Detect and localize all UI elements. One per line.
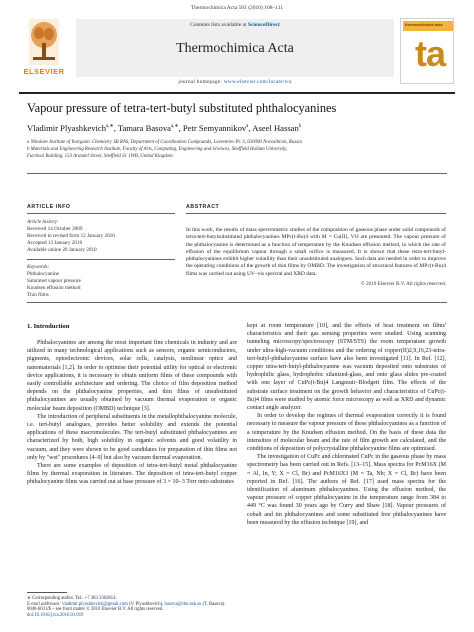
journal-cover-thumbnail: [400, 18, 454, 84]
history-item: Available online 20 January 2010: [27, 247, 97, 253]
body-column-left: [27, 339, 237, 487]
paragraph: Phthalocyanines are among the most important fine chemicals in industry and are utilized in many technological applications such as sensors, organic semiconductors, pigments, optoelectronic devices, solar cells, catalysis, nonlinear optics and nanomaterials [1,2]. In order to optimise their potential utility for optical or electronic device applications, it is necessary to obtain uniform films of these compounds with easily controllable architecture and ordering. The choice of film deposition method depends on the phthalocyanine properties, and thin films of unsubstituted phthalocyanines are usually obtained by vacuum thermal evaporation or organic molecular beam deposition (OMBD) technique [3].: [27, 340, 237, 412]
keyword: Knudsen effusion method: [27, 285, 81, 291]
paragraph: The investigation of CuPc and chlorinated CuPc in the gaseous phase by mass spectrometry has been carried out in Refs. [13–15]. Mass spectra for PcM16X (M = Al, In, Y; X = Cl, Br) and PcM16X3 (M = Ta, Nb; X = Cl, Br) have been reported in Ref. [16]. The authors of Ref. [17] used mass spectra for the identification of aluminum phthalocyanines. Using the effusion method, the vapour pressure of copper phthalocyanine in the temperature range from 384 to 449 °C was found 30 years ago by Curry and Shaw [18]. Vapour pressures of cobalt and tin phthalocyanines and some substituted free phthalocyanines have been measured by the effusion technique [19], and: [247, 454, 446, 526]
author-name: Vladimir Plyashkevich: [27, 123, 107, 133]
abstract-copyright: © 2010 Elsevier B.V. All rights reserved.: [360, 281, 446, 287]
author-marks: b: [298, 124, 302, 130]
contents-availability: [76, 22, 394, 28]
paper-title: Vapour pressure of tetra-tert-butyl substituted phthalocyanines: [27, 101, 337, 115]
header-rule: [19, 92, 455, 94]
keyword: Thin films: [27, 292, 49, 298]
article-info-heading: ARTICLE INFO: [27, 204, 71, 210]
email-label: E-mail addresses:: [27, 601, 61, 607]
journal-citation: Thermochimica Acta 501 (2010) 108–111: [190, 5, 284, 11]
keywords-label: Keywords:: [27, 264, 50, 270]
history-item: Received 14 October 2009: [27, 226, 83, 232]
contents-prefix: Contents lists available at: [190, 22, 247, 28]
paragraph: There are some examples of deposition of tetra-tert-butyl metal phthalocyanine films by thermal evaporation in literature. The deposition of tetra-tert-butyl copper phthalocyanine films was carried out at base pressure of 3 × 10−3 Torr onto substrates: [27, 463, 237, 486]
abstract-heading: ABSTRACT: [186, 204, 220, 210]
journal-header-box: [76, 19, 394, 77]
section-rule: [27, 173, 447, 174]
history-item: Received in revised form 12 January 2010: [27, 233, 115, 239]
issn-line: 0040-6031/$ – see front matter © 2010 Elsevier B.V. All rights reserved.: [27, 607, 164, 613]
homepage-prefix: journal homepage:: [178, 79, 223, 85]
paragraph: The introduction of peripheral substituents in the metallophthalocyanine molecule, i.e. tert-butyl analogues, provides better solubility and extends the potential applications of these macromolecules. The tert-butyl substituted phthalocyanines are characterized by both, high solubility in organic solvents and good volatility in vacuum, and they were shown to be good candidates for preparation of thin films not only by "wet" procedures [4–9] but also by vacuum thermal evaporation.: [27, 413, 237, 461]
elsevier-tree-icon: [29, 19, 59, 65]
doi-link[interactable]: doi:10.1016/j.tca.2010.01.019: [27, 612, 84, 618]
sciencedirect-link[interactable]: ScienceDirect: [247, 22, 280, 28]
cover-letters: ta: [415, 33, 446, 74]
abstract-text: In this work, the results of mass spectrometric studies of the composition of gaseous phase under solid compounds of tetra-tert-butylsubstituted phthalocyanines MPc(t-Bu)4 with M = Cu(II), VO are presented. The vapour pressure of the phthalocyanine is determined as a function of temperature by the Knudsen effusion method, in which the rate of effusion of the equilibrium vapour through a small orifice is measured. It is shown that these tetra-tert-butyl-phthalocyanines exhibit higher volatility than their unsubstituted analogues. Such data are needed in order to improve the operating conditions of the growth of thin films by OMBD. The investigation of structural features of MPc(t-Bu)4 films was carried out using UV–vis spectral and XRD data.: [186, 227, 446, 277]
history-item: Accepted 13 January 2010: [27, 240, 83, 246]
affiliation: b Materials and Engineering Research Institute, Faculty of Arts, Computing, Engineering and Sciences, Sheffield Hallam University,: [27, 147, 288, 152]
author-marks: a: [246, 124, 249, 130]
corresponding-author-note: ∗ Corresponding author. Tel.: +7 383 3302814.: [27, 596, 117, 601]
section-rule: [27, 302, 447, 303]
email-owner: (T. Basova).: [202, 601, 226, 607]
article-info-rule: [27, 213, 175, 214]
body-column-right: [247, 322, 446, 527]
email-link[interactable]: vladimir.plyashkevich@gmail.com: [61, 601, 128, 607]
elsevier-logo: [21, 19, 67, 81]
paragraph: kept at room temperature [10], and the effects of heat treatment on films' characteristics and their gas sensing properties were studied. Using scanning tunneling microscopy/spectroscopy (STM/STS) the room temperature growth under ultra-high-vacuum conditions and the ordering of copper(II)2,9,16,23-tetra-tert-butyl-phthalocyanine surface have also been investigated [11]. In Ref. [12], copper tetra-tert-butyl-phthalocyanine was vacuum deposited onto substrates of hydrophilic glass, hydrophobic silanized-glass, and onto glass slides pre-coated with one layer of CuPc(t-Bu)4 Langmuir–Blodgett film. The effects of the substrate surface treatment on the growth behavior and characteristics of CuPc(t-Bu)4 films were studied by atomic force microscopy as well as XRD and dynamic contact angle analyzer.: [247, 323, 446, 412]
journal-title: Thermochimica Acta: [176, 41, 294, 56]
journal-homepage: [76, 79, 394, 85]
author-name: Petr Semyannikov: [182, 123, 247, 133]
paragraph: In order to develop the regimes of thermal evaporation correctly it is found necessary to measure the vapour pressure of these phthalocyanines as a function of a temperature by the Knudsen effusion method. On the basis of these data the intensities of molecular beam and the rate of film growth are calculated, and the conditions of deposition of polycrystalline phthalocyanine films are optimised.: [247, 413, 446, 453]
email-owner: (V. Plyashkevich),: [128, 601, 164, 607]
elsevier-wordmark: ELSEVIER: [23, 67, 65, 76]
email-link[interactable]: basova@che.nsk.su: [164, 601, 202, 607]
cover-band-text: thermochimica acta: [405, 22, 443, 27]
author-name: Aseel Hassan: [252, 123, 299, 133]
author-name: Tamara Basova: [117, 123, 171, 133]
author-marks: a,∗: [170, 124, 179, 130]
author-list: Vladimir Plyashkevich$^{a,∗}$, Tamara Basova$^{a,∗}$, Petr Semyannikov$^a$, Aseel Hassan$^b$: [27, 123, 302, 133]
abstract-rule: [186, 213, 446, 214]
author-marks: a,∗: [106, 124, 114, 130]
section-heading-introduction: 1. Introduction: [27, 323, 70, 330]
keywords-rule: [27, 259, 175, 260]
footnote-rule: [27, 592, 67, 593]
affiliation: Furnival Building, 153 Arundel Street, Sheffield S1 1WB, United Kingdom: [27, 154, 173, 159]
affiliation: a Nikolaev Institute of Inorganic Chemistry SB RAS, Department of Coordination Compounds, Lavrentiev Pr. 3, 630090 Novosibirsk, Russia: [27, 140, 302, 145]
footnotes: [27, 596, 237, 618]
history-label: Article history:: [27, 219, 59, 225]
keyword: Saturated vapour pressure: [27, 278, 81, 284]
homepage-link[interactable]: www.elsevier.com/locate/tca: [223, 79, 292, 85]
keyword: Phthalocyanine: [27, 271, 59, 277]
